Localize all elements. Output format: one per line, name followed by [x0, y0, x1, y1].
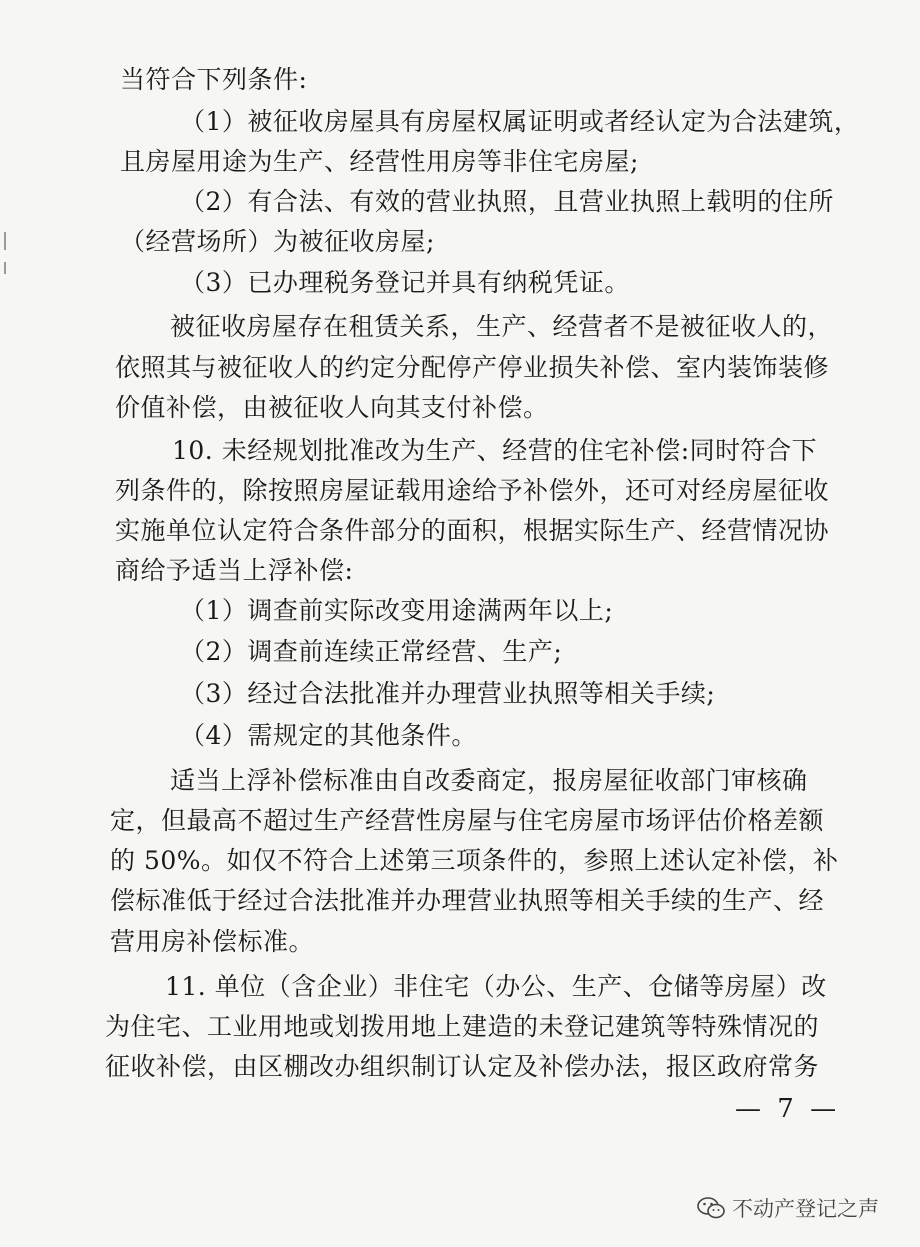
text-line: （1）调查前实际改变用途满两年以上; [180, 596, 614, 625]
text-line: 定，但最高不超过生产经营性房屋与住宅房屋市场评估价格差额 [110, 806, 825, 835]
text-line: 偿标准低于经过合法批准并办理营业执照等相关手续的生产、经 [110, 886, 825, 915]
text-line: （经营场所）为被征收房屋; [120, 227, 435, 256]
text-line: 且房屋用途为生产、经营性用房等非住宅房屋; [120, 147, 639, 176]
text-line: 征收补偿，由区棚改办组织制订认定及补偿办法，报区政府常务 [105, 1052, 820, 1081]
text-line: 当符合下列条件: [120, 65, 308, 94]
text-line: 商给予适当上浮补偿: [115, 556, 354, 585]
text-line: 的 50%。如仅不符合上述第三项条件的，参照上述认定补偿，补 [110, 846, 839, 875]
text-line: 列条件的，除按照房屋证载用途给予补偿外，还可对经房屋征收 [115, 476, 830, 505]
text-line: 依照其与被征收人的约定分配停产停业损失补偿、室内装饰装修 [115, 353, 830, 382]
text-line: （4）需规定的其他条件。 [180, 721, 477, 750]
text-line: 为住宅、工业用地或划拨用地上建造的未登记建筑等特殊情况的 [105, 1012, 820, 1041]
text-line: 11. 单位（含企业）非住宅（办公、生产、仓储等房屋）改 [165, 972, 827, 1001]
text-line: 被征收房屋存在租赁关系，生产、经营者不是被征收人的， [170, 312, 834, 341]
text-line: （3）已办理税务登记并具有纳税凭证。 [180, 268, 630, 297]
text-line: （2）有合法、有效的营业执照，且营业执照上载明的住所 [180, 187, 834, 216]
text-line: 价值补偿，由被征收人向其支付补偿。 [115, 393, 549, 422]
text-line: 适当上浮补偿标准由自改委商定，报房屋征收部门审核确 [170, 766, 808, 795]
page-number: — 7 — [735, 1094, 841, 1124]
scan-margin-mark [4, 232, 6, 250]
scan-margin-mark [4, 262, 6, 274]
source-watermark [696, 1192, 879, 1224]
text-line: 实施单位认定符合条件部分的面积，根据实际生产、经营情况协 [115, 516, 830, 545]
text-line: （2）调查前连续正常经营、生产; [180, 637, 563, 666]
text-line: 营用房补偿标准。 [110, 927, 315, 956]
text-line: （1）被征收房屋具有房屋权属证明或者经认定为合法建筑， [180, 107, 860, 136]
watermark-text: 不动产登记之声 [732, 1197, 879, 1221]
wechat-icon [696, 1195, 726, 1221]
text-line: 10. 未经规划批准改为生产、经营的住宅补偿:同时符合下 [172, 436, 818, 465]
text-line: （3）经过合法批准并办理营业执照等相关手续; [180, 679, 716, 708]
